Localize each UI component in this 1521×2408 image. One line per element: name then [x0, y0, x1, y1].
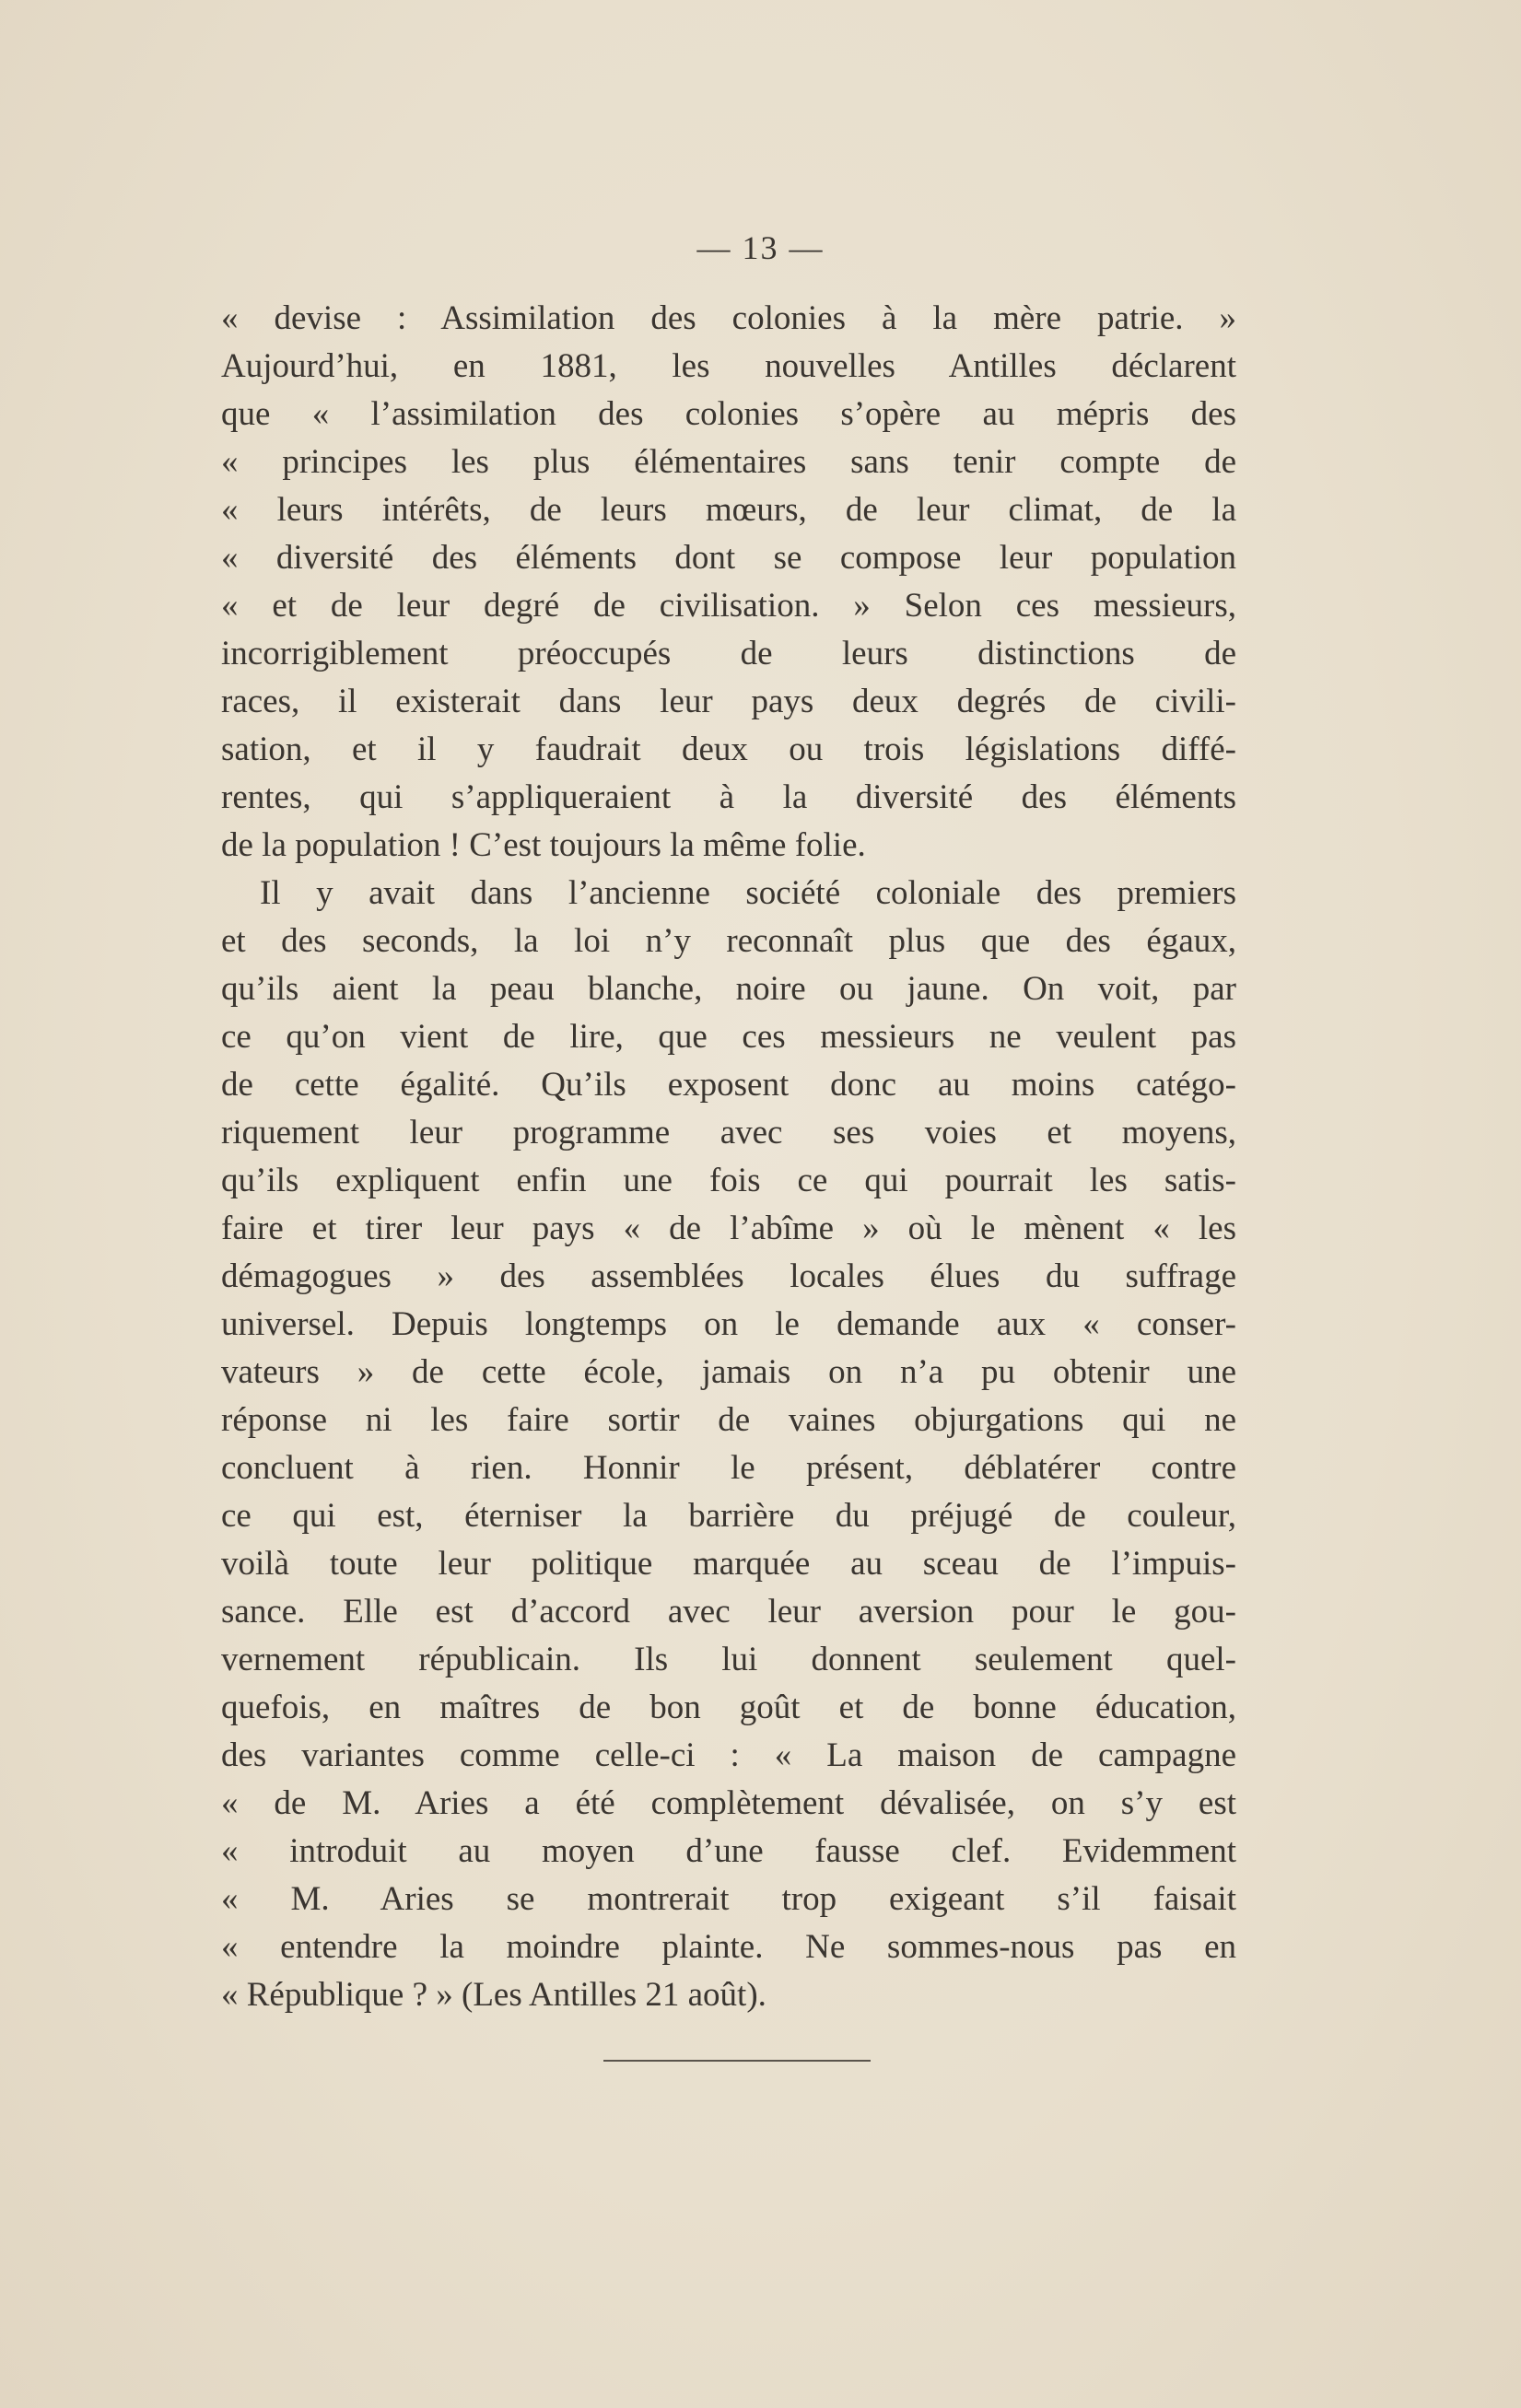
text-line: « de M. Aries a été complètement dévalisée, on s’y est	[221, 1784, 1236, 1822]
text-line: « diversité des éléments dont se compose leur population	[221, 539, 1236, 577]
section-divider	[603, 2060, 871, 2062]
text-line: faire et tirer leur pays « de l’abîme » où le mènent « les	[221, 1210, 1236, 1247]
text-line: « leurs intérêts, de leurs mœurs, de leur climat, de la	[221, 491, 1236, 529]
text-line: des variantes comme celle-ci : « La maison de campagne	[221, 1736, 1236, 1774]
text-line: « devise : Assimilation des colonies à la mère patrie. »	[221, 299, 1236, 337]
text-line: démagogues » des assemblées locales élues du suffrage	[221, 1257, 1236, 1295]
text-line: de la population ! C’est toujours la même folie.	[221, 826, 866, 864]
text-line: races, il existerait dans leur pays deux degrés de civili-	[221, 683, 1236, 720]
text-line: de cette égalité. Qu’ils exposent donc au moins catégo-	[221, 1066, 1236, 1104]
text-line: « et de leur degré de civilisation. » Selon ces messieurs,	[221, 587, 1236, 625]
text-line: « République ? » (Les Antilles 21 août).	[221, 1976, 766, 2014]
text-line: universel. Depuis longtemps on le demande aux « conser-	[221, 1305, 1236, 1343]
text-line: voilà toute leur politique marquée au sceau de l’impuis-	[221, 1545, 1236, 1583]
body-text	[221, 295, 1236, 2019]
text-line: vernement républicain. Ils lui donnent seulement quel-	[221, 1641, 1236, 1678]
text-line: « entendre la moindre plainte. Ne sommes-nous pas en	[221, 1928, 1236, 1966]
text-line: riquement leur programme avec ses voies et moyens,	[221, 1114, 1236, 1151]
text-line: réponse ni les faire sortir de vaines objurgations qui ne	[221, 1401, 1236, 1439]
text-line: sance. Elle est d’accord avec leur aversion pour le gou-	[221, 1593, 1236, 1631]
text-line: « introduit au moyen d’une fausse clef. Evidemment	[221, 1832, 1236, 1870]
text-line: qu’ils aient la peau blanche, noire ou jaune. On voit, par	[221, 970, 1236, 1008]
text-line: ce qu’on vient de lire, que ces messieurs ne veulent pas	[221, 1018, 1236, 1056]
text-line: et des seconds, la loi n’y reconnaît plus que des égaux,	[221, 922, 1236, 960]
text-line: ce qui est, éterniser la barrière du préjugé de couleur,	[221, 1497, 1236, 1535]
text-line: Il y avait dans l’ancienne société coloniale des premiers	[260, 874, 1236, 912]
text-line: sation, et il y faudrait deux ou trois législations diffé-	[221, 731, 1236, 768]
text-line: que « l’assimilation des colonies s’opère au mépris des	[221, 395, 1236, 433]
text-line: concluent à rien. Honnir le présent, déblatérer contre	[221, 1449, 1236, 1487]
text-line: Aujourd’hui, en 1881, les nouvelles Antilles déclarent	[221, 347, 1236, 385]
text-line: vateurs » de cette école, jamais on n’a pu obtenir une	[221, 1353, 1236, 1391]
page-number: — 13 —	[696, 229, 825, 266]
text-line: qu’ils expliquent enfin une fois ce qui pourrait les satis-	[221, 1162, 1236, 1199]
text-line: « M. Aries se montrerait trop exigeant s’il faisait	[221, 1880, 1236, 1918]
text-line: incorrigiblement préoccupés de leurs distinctions de	[221, 635, 1236, 672]
text-line: quefois, en maîtres de bon goût et de bonne éducation,	[221, 1689, 1236, 1726]
text-line: rentes, qui s’appliqueraient à la diversité des éléments	[221, 778, 1236, 816]
text-line: « principes les plus élémentaires sans tenir compte de	[221, 443, 1236, 481]
